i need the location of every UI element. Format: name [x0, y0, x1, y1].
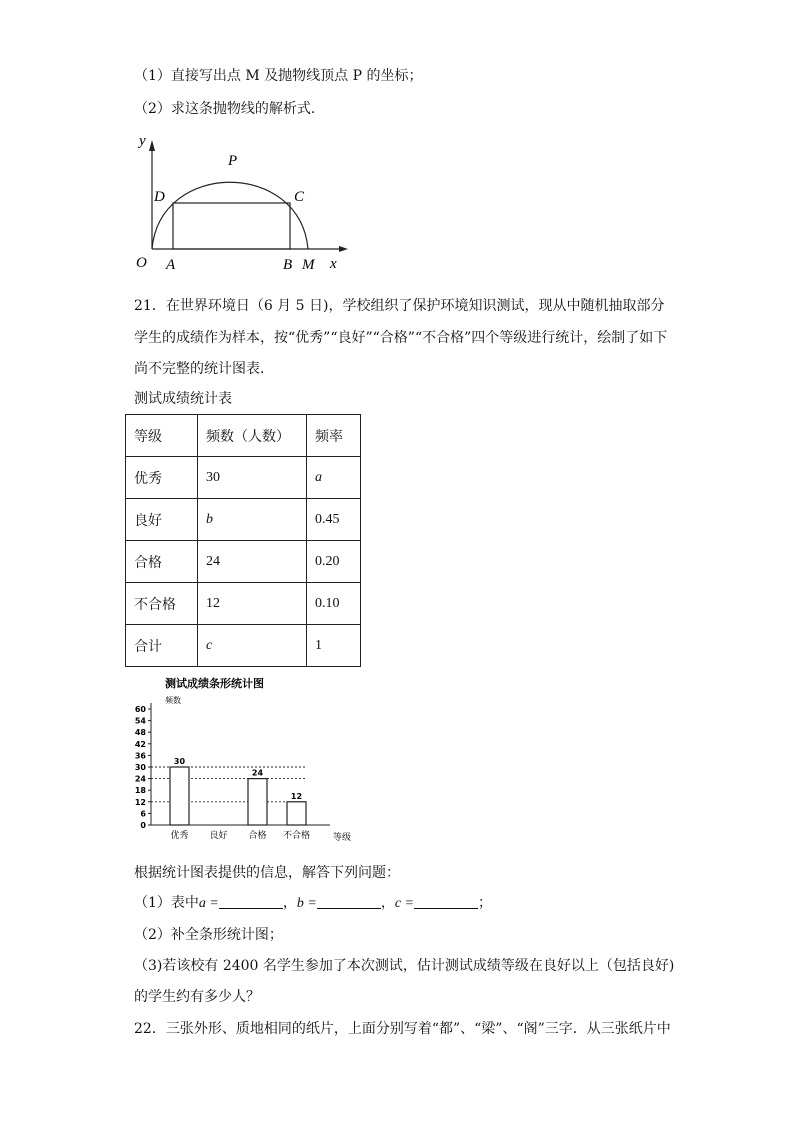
sub1-sep: ， — [282, 895, 297, 911]
label-x: x — [330, 256, 337, 272]
x-category-label: 不合格 — [282, 831, 311, 841]
freq-cell: 0.10 — [307, 583, 361, 625]
q21-intro-line1: 21．在世界环境日（6 月 5 日)，学校组织了保护环境知识测试，现从中随机抽取部分 — [134, 298, 665, 314]
table-header-row — [126, 415, 361, 457]
y-tick-label: 30 — [134, 763, 146, 772]
table-title: 测试成绩统计表 — [134, 391, 232, 407]
q21-sub3-line2: 的学生约有多少人？ — [134, 989, 260, 1005]
table-row — [126, 583, 361, 625]
q21-sub3-line1: （3)若该校有 2400 名学生参加了本次测试，估计测试成绩等级在良好以上（包括良好) — [134, 958, 675, 974]
table-row — [126, 457, 361, 499]
bar-value-label: 30 — [173, 757, 186, 766]
answer-blank-b[interactable] — [317, 894, 381, 909]
bar-value-label: 12 — [290, 791, 303, 801]
sub1-prefix: （1）表中 — [134, 895, 199, 911]
x-axis-arrow — [339, 246, 348, 252]
grade-cell: 优秀 — [126, 457, 198, 499]
y-tick-label: 24 — [134, 774, 146, 784]
chart-xlabel: 等级 — [333, 833, 352, 843]
bar — [248, 779, 267, 825]
label-b: B — [283, 257, 293, 273]
answer-blank-c[interactable] — [414, 894, 478, 909]
table-row — [126, 625, 361, 667]
sub1-a-label: a = — [198, 896, 219, 911]
label-a: A — [166, 257, 176, 273]
label-o: O — [136, 255, 147, 271]
q22-line1: 22．三张外形、质地相同的纸片，上面分别写着“都”、“梁”、“阁”三字．从三张纸片中 — [134, 1021, 671, 1037]
y-tick-label: 18 — [134, 786, 146, 796]
q21-intro-line2: 学生的成绩作为样本，按“优秀”“良好”“合格”“不合格”四个等级进行统计，绘制了如下 — [134, 330, 668, 346]
count-cell: 30 — [198, 457, 307, 499]
count-cell: b — [198, 499, 307, 541]
parabola-rectangle-figure — [130, 125, 360, 275]
q21-sub1 — [134, 893, 492, 914]
count-cell: c — [198, 625, 307, 667]
sub1-sep: ， — [380, 895, 395, 911]
y-tick-label: 36 — [134, 751, 146, 761]
q20-sub1: （1）直接写出点 M 及抛物线顶点 P 的坐标； — [134, 68, 423, 84]
header-cell: 等级 — [126, 415, 198, 457]
label-c: C — [294, 189, 305, 205]
y-tick-label: 6 — [140, 809, 146, 819]
y-tick-label: 48 — [134, 728, 146, 738]
y-tick-label: 60 — [134, 705, 146, 714]
q20-sub2: （2）求这条抛物线的解析式． — [134, 101, 325, 117]
y-tick-label: 0 — [140, 821, 146, 830]
x-category-label: 良好 — [209, 831, 228, 841]
y-tick-label: 42 — [134, 739, 146, 749]
bar-chart — [125, 673, 365, 845]
freq-cell: a — [307, 457, 361, 499]
table-row — [126, 541, 361, 583]
freq-cell: 0.20 — [307, 541, 361, 583]
x-category-label: 合格 — [248, 831, 267, 841]
q21-sub2: （2）补全条形统计图； — [134, 927, 283, 943]
count-cell: 24 — [198, 541, 307, 583]
grade-cell: 不合格 — [126, 583, 198, 625]
y-tick-label: 12 — [134, 797, 146, 807]
sub1-c-label: c = — [394, 896, 414, 911]
q21-intro-line3: 尚不完整的统计图表． — [134, 361, 274, 377]
answer-blank-a[interactable] — [219, 894, 283, 909]
header-cell: 频率 — [307, 415, 361, 457]
label-d: D — [154, 189, 165, 205]
label-p: P — [228, 153, 238, 169]
sub1-end: ； — [478, 895, 492, 911]
freq-cell: 0.45 — [307, 499, 361, 541]
bar — [170, 767, 189, 825]
freq-cell: 1 — [307, 625, 361, 667]
y-tick-label: 54 — [134, 716, 146, 726]
table-row — [126, 499, 361, 541]
q21-instructions: 根据统计图表提供的信息，解答下列问题： — [134, 865, 400, 881]
count-cell: 12 — [198, 583, 307, 625]
grade-cell: 合计 — [126, 625, 198, 667]
chart-title: 测试成绩条形统计图 — [165, 677, 264, 690]
parabola-curve — [152, 182, 308, 249]
grade-cell: 合格 — [126, 541, 198, 583]
sub1-b-label: b = — [296, 896, 317, 911]
header-cell: 频数（人数） — [198, 415, 307, 457]
label-m: M — [302, 257, 315, 273]
rectangle-abcd — [173, 203, 290, 249]
label-y: y — [139, 133, 146, 149]
score-table — [125, 414, 361, 667]
y-axis-arrow — [149, 140, 155, 151]
x-category-label: 优秀 — [170, 831, 189, 841]
grade-cell: 良好 — [126, 499, 198, 541]
chart-ylabel: 频数 — [165, 696, 181, 705]
bar — [287, 802, 306, 825]
bar-value-label: 24 — [251, 768, 264, 778]
